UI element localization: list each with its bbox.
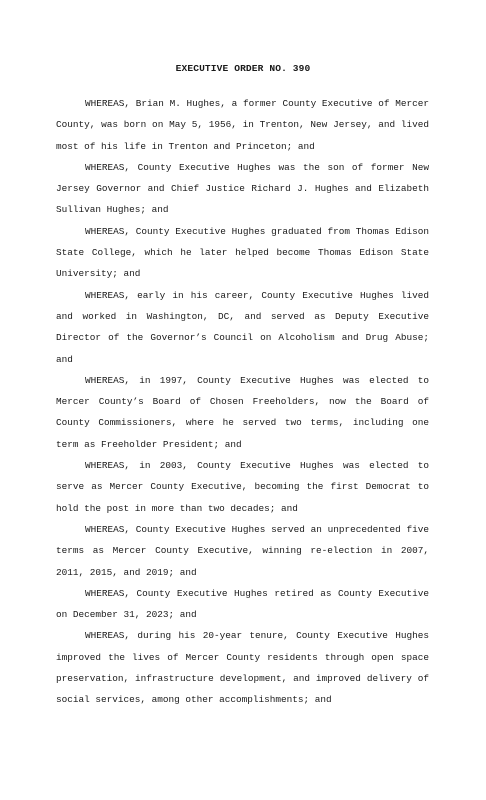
document-body [56, 93, 429, 711]
paragraph-2: WHEREAS, County Executive Hughes was the son of former New Jersey Governor and Chief Justice Richard J. Hughes and Elizabeth Sullivan Hughes; and [56, 161, 429, 216]
paragraph-9: WHEREAS, during his 20-year tenure, County Executive Hughes improved the lives of Mercer County residents through open space preservation, infrastructure development, and improved delivery of social services, among other accomplishments; and [56, 630, 429, 706]
paragraph-8: WHEREAS, County Executive Hughes retired as County Executive on December 31, 2023; and [56, 587, 429, 621]
paragraph-4: WHEREAS, early in his career, County Executive Hughes lived and worked in Washington, DC, and served as Deputy Executive Director of the Governor’s Council on Alcoholism and Drug Abuse; and [56, 289, 429, 365]
paragraph-3: WHEREAS, County Executive Hughes graduated from Thomas Edison State College, which he later helped become Thomas Edison State University; and [56, 225, 429, 280]
paragraph-7: WHEREAS, County Executive Hughes served an unprecedented five terms as Mercer County Executive, winning re-election in 2007, 2011, 2015, and 2019; and [56, 523, 429, 578]
paragraph-1: WHEREAS, Brian M. Hughes, a former County Executive of Mercer County, was born on May 5, 1956, in Trenton, New Jersey, and lived most of his life in Trenton and Princeton; and [56, 98, 429, 152]
document-title: EXECUTIVE ORDER NO. 390 [175, 63, 311, 74]
paragraph-6: WHEREAS, in 2003, County Executive Hughes was elected to serve as Mercer County Executive, becoming the first Democrat to hold the post in more than two decades; and [56, 460, 429, 514]
paragraph-5: WHEREAS, in 1997, County Executive Hughes was elected to Mercer County’s Board of Chosen Freeholders, now the Board of County Commissioners, where he served two terms, including one term as Freeholder President; and [56, 374, 429, 450]
